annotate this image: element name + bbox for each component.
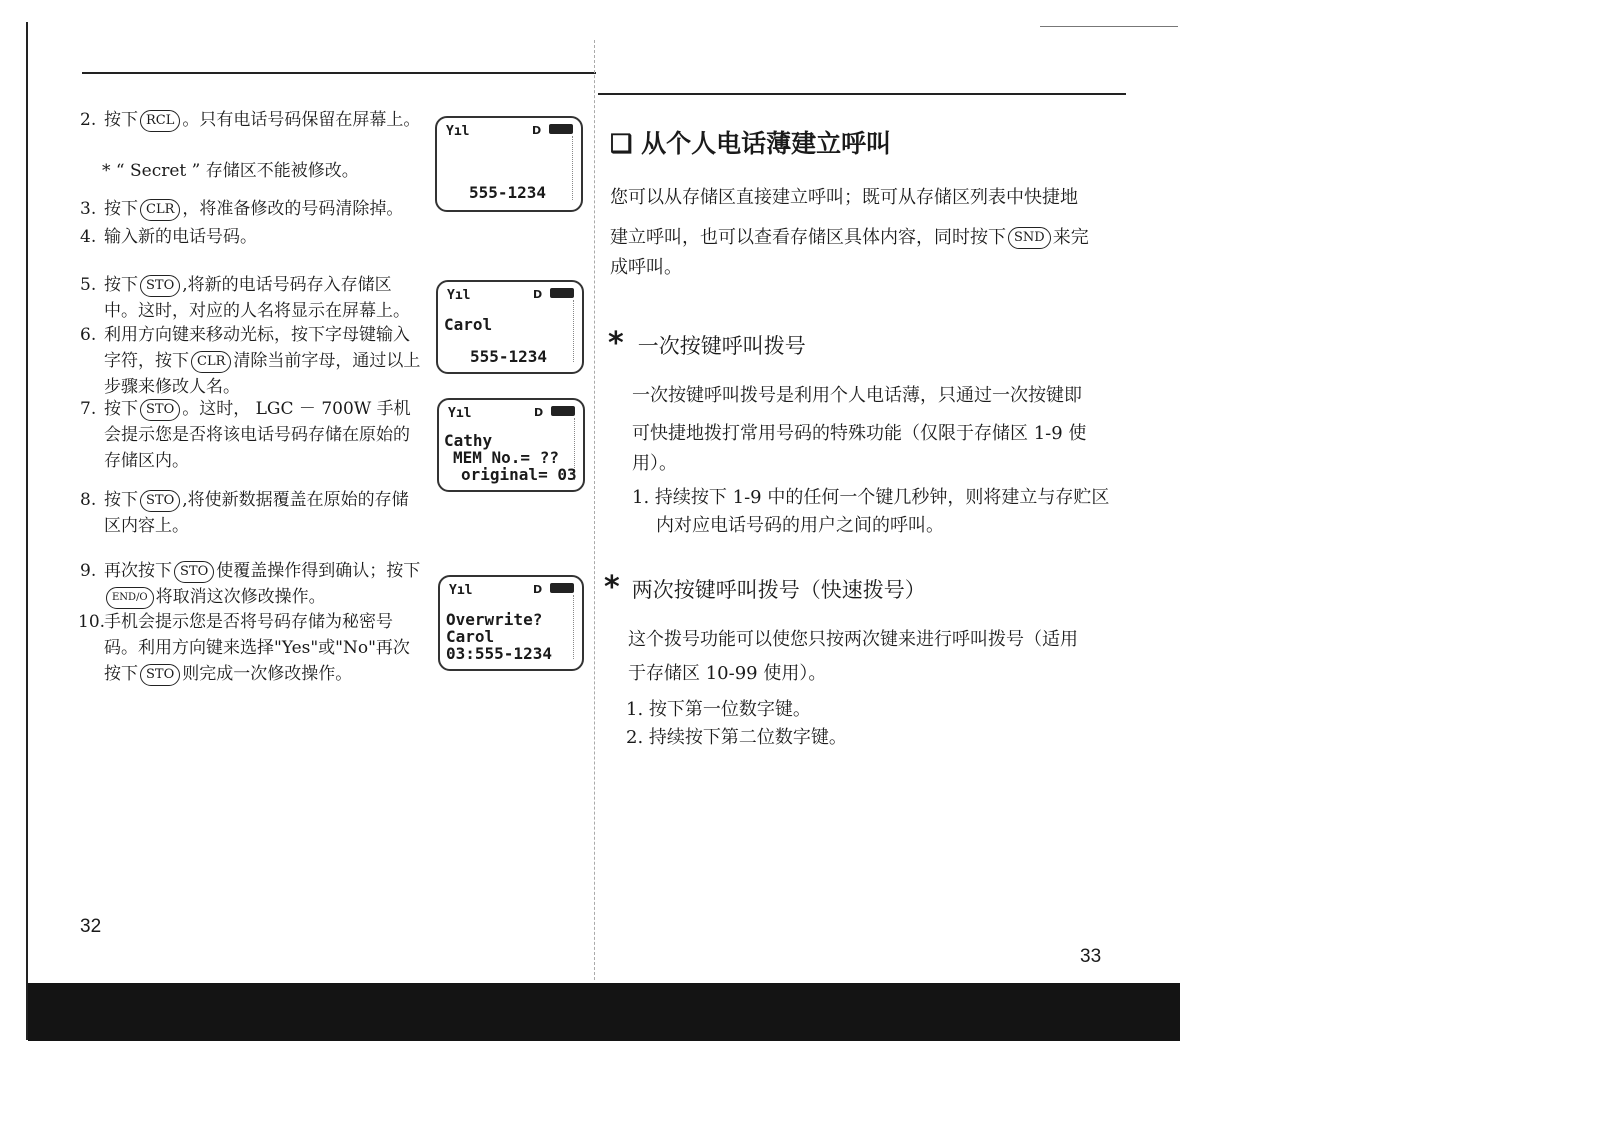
screen-line: Carol xyxy=(444,315,493,334)
screen-edge xyxy=(573,300,574,362)
screen-line: 555-1234 xyxy=(470,347,548,366)
phone-screen-4 xyxy=(438,575,584,671)
sec2-item-2: 2. 持续按下第二位数字键。 xyxy=(626,727,847,748)
intro-line-2: 建立呼叫，也可以查看存储区具体内容，同时按下 SND 来完 xyxy=(610,227,1089,248)
secret-note: * “ Secret ” 存储区不能被修改。 xyxy=(102,161,359,181)
center-gutter xyxy=(594,40,595,980)
sec1-item-1-cont: 内对应电话号码的用户之间的呼叫。 xyxy=(656,515,944,536)
clr-key-icon: CLR xyxy=(140,199,180,221)
battery-icon xyxy=(549,124,573,134)
clr-key-icon: CLR xyxy=(191,351,231,373)
sec2-item-1: 1. 按下第一位数字键。 xyxy=(626,699,811,720)
sto-key-icon: STO xyxy=(140,664,180,686)
screen-line: Overwrite? xyxy=(446,610,543,629)
page-number-left: 32 xyxy=(80,916,102,937)
mode-icon: D xyxy=(533,288,543,301)
phone-screen-2 xyxy=(436,280,584,374)
subsection-1-title: * 一次按键呼叫拨号 xyxy=(608,326,806,361)
signal-icon: Yıl xyxy=(447,288,471,303)
corner-rule xyxy=(1040,26,1178,27)
sto-key-icon: STO xyxy=(140,275,180,297)
signal-icon: Yıl xyxy=(449,583,473,598)
checkbox-icon: ❑ xyxy=(610,129,633,158)
screen-line: Carol xyxy=(446,627,495,646)
heading-text: 从个人电话薄建立呼叫 xyxy=(641,129,892,158)
screen-line: MEM No.= ?? xyxy=(453,448,559,467)
sec1-line-3: 用）。 xyxy=(632,453,677,474)
screen-edge xyxy=(572,136,573,200)
battery-icon xyxy=(551,406,575,416)
mode-icon: D xyxy=(533,583,543,596)
subsection-2-title: * 两次按键呼叫拨号（快速拨号） xyxy=(604,570,926,605)
star-icon: * xyxy=(604,570,620,605)
section-heading xyxy=(610,124,891,160)
screen-edge xyxy=(573,595,574,659)
screen-line: 03:555-1234 xyxy=(446,644,552,663)
sec1-item-1: 1. 持续按下 1-9 中的任何一个键几秒钟，则将建立与存贮区 xyxy=(632,487,1110,508)
signal-icon: Yıl xyxy=(448,406,472,421)
sto-key-icon: STO xyxy=(140,490,180,512)
screen-line: original= 03 xyxy=(461,465,577,484)
sec1-line-2: 可快捷地拨打常用号码的特殊功能（仅限于存储区 1-9 使 xyxy=(632,423,1087,444)
sto-key-icon: STO xyxy=(140,399,180,421)
signal-icon: Yıl xyxy=(446,124,470,139)
sto-key-icon: STO xyxy=(174,561,214,583)
screen-line: Cathy xyxy=(444,431,493,450)
screen-line: 555-1234 xyxy=(469,183,547,202)
battery-icon xyxy=(550,583,574,593)
end-key-icon: END/O xyxy=(106,587,154,609)
sec1-line-1: 一次按键呼叫拨号是利用个人电话薄，只通过一次按键即 xyxy=(632,385,1082,406)
intro-line-1: 您可以从存储区直接建立呼叫；既可从存储区列表中快捷地 xyxy=(610,187,1078,208)
star-icon: * xyxy=(608,326,624,361)
mode-icon: D xyxy=(534,406,544,419)
snd-key-icon: SND xyxy=(1008,227,1051,249)
rcl-key-icon: RCL xyxy=(140,110,180,132)
left-binding-edge xyxy=(26,22,28,1040)
sec2-line-1: 这个拨号功能可以使您只按两次键来进行呼叫拨号（适用 xyxy=(628,629,1078,650)
sec2-line-2: 于存储区 10-99 使用）。 xyxy=(628,663,827,684)
phone-screen-1 xyxy=(435,116,583,212)
mode-icon: D xyxy=(532,124,542,137)
intro-line-3: 成呼叫。 xyxy=(610,257,682,278)
scan-bottom-band xyxy=(28,983,1180,1041)
phone-screen-3 xyxy=(437,398,585,492)
battery-icon xyxy=(550,288,574,298)
left-top-rule xyxy=(82,72,596,74)
right-top-rule xyxy=(598,93,1126,95)
page-number-right: 33 xyxy=(1080,946,1102,967)
